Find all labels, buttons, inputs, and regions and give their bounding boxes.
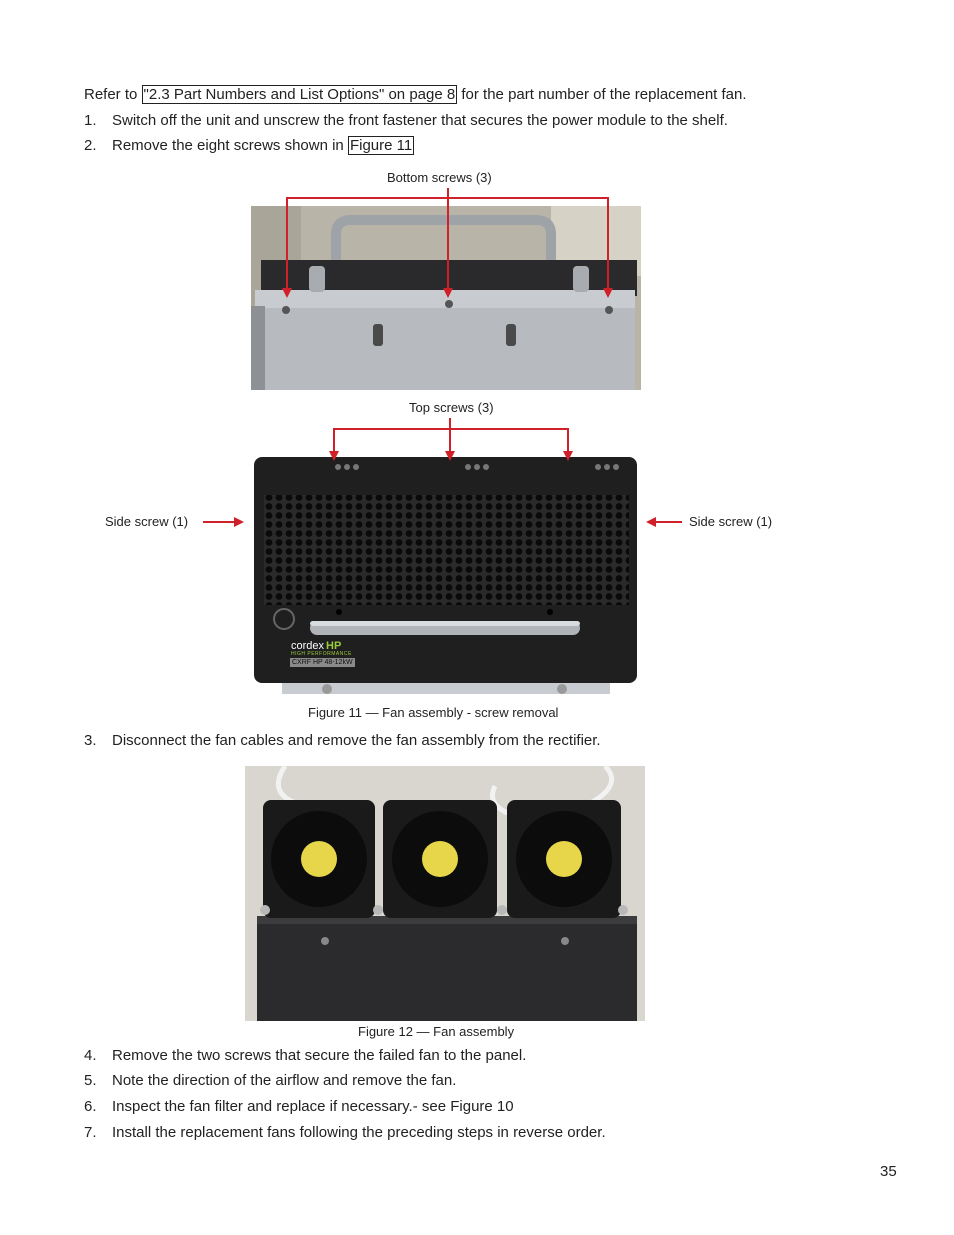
fan-assembly-photo bbox=[245, 766, 645, 1021]
brand-subtitle: HIGH PERFORMANCE bbox=[291, 651, 352, 657]
rectifier-model-label: CXRF HP 48-12kW bbox=[292, 659, 353, 666]
intro-paragraph bbox=[84, 86, 747, 104]
bottom-screws-label: Bottom screws (3) bbox=[387, 170, 492, 185]
intro-prefix: Refer to bbox=[84, 86, 142, 103]
step-1-number: 1. bbox=[84, 112, 97, 129]
brand-hp: HP bbox=[326, 640, 342, 652]
brand-name: cordex bbox=[291, 640, 325, 652]
arrow-head-side-right bbox=[646, 517, 656, 527]
step-2-line bbox=[112, 137, 414, 155]
side-screw-right-label: Side screw (1) bbox=[689, 514, 773, 529]
intro-suffix: for the part number of the replacement fan. bbox=[457, 86, 747, 103]
figure-11-caption: Figure 11 — Fan assembly - screw removal bbox=[308, 705, 559, 720]
page-number: 35 bbox=[880, 1163, 897, 1180]
step-6-text: Inspect the fan filter and replace if necessary.- see Figure 10 bbox=[112, 1098, 514, 1115]
step-2-number: 2. bbox=[84, 137, 97, 154]
top-screws-bracket bbox=[334, 429, 568, 455]
arrow-head-side-left bbox=[234, 517, 244, 527]
step-2-text: Remove the eight screws shown in bbox=[112, 137, 348, 154]
step-3-number: 3. bbox=[84, 732, 97, 749]
rectifier-bottom-photo bbox=[251, 206, 641, 390]
top-screws-label: Top screws (3) bbox=[409, 400, 494, 415]
side-screw-left-label: Side screw (1) bbox=[105, 514, 189, 529]
figure-11-link[interactable]: Figure 11 bbox=[349, 137, 413, 154]
step-4-text: Remove the two screws that secure the failed fan to the panel. bbox=[112, 1047, 527, 1064]
figure-12-caption: Figure 12 — Fan assembly bbox=[358, 1024, 515, 1039]
step-6-number: 6. bbox=[84, 1098, 97, 1115]
step-5-number: 5. bbox=[84, 1072, 97, 1089]
step-7-number: 7. bbox=[84, 1124, 97, 1141]
step-1-text: Switch off the unit and unscrew the front fastener that secures the power module to the shelf. bbox=[112, 112, 728, 129]
part-numbers-link[interactable]: "2.3 Part Numbers and List Options" on page 8 bbox=[143, 86, 456, 103]
step-3-text: Disconnect the fan cables and remove the fan assembly from the rectifier. bbox=[112, 732, 601, 749]
step-5-text: Note the direction of the airflow and remove the fan. bbox=[112, 1072, 457, 1089]
step-7-text: Install the replacement fans following the preceding steps in reverse order. bbox=[112, 1124, 606, 1141]
step-4-number: 4. bbox=[84, 1047, 97, 1064]
